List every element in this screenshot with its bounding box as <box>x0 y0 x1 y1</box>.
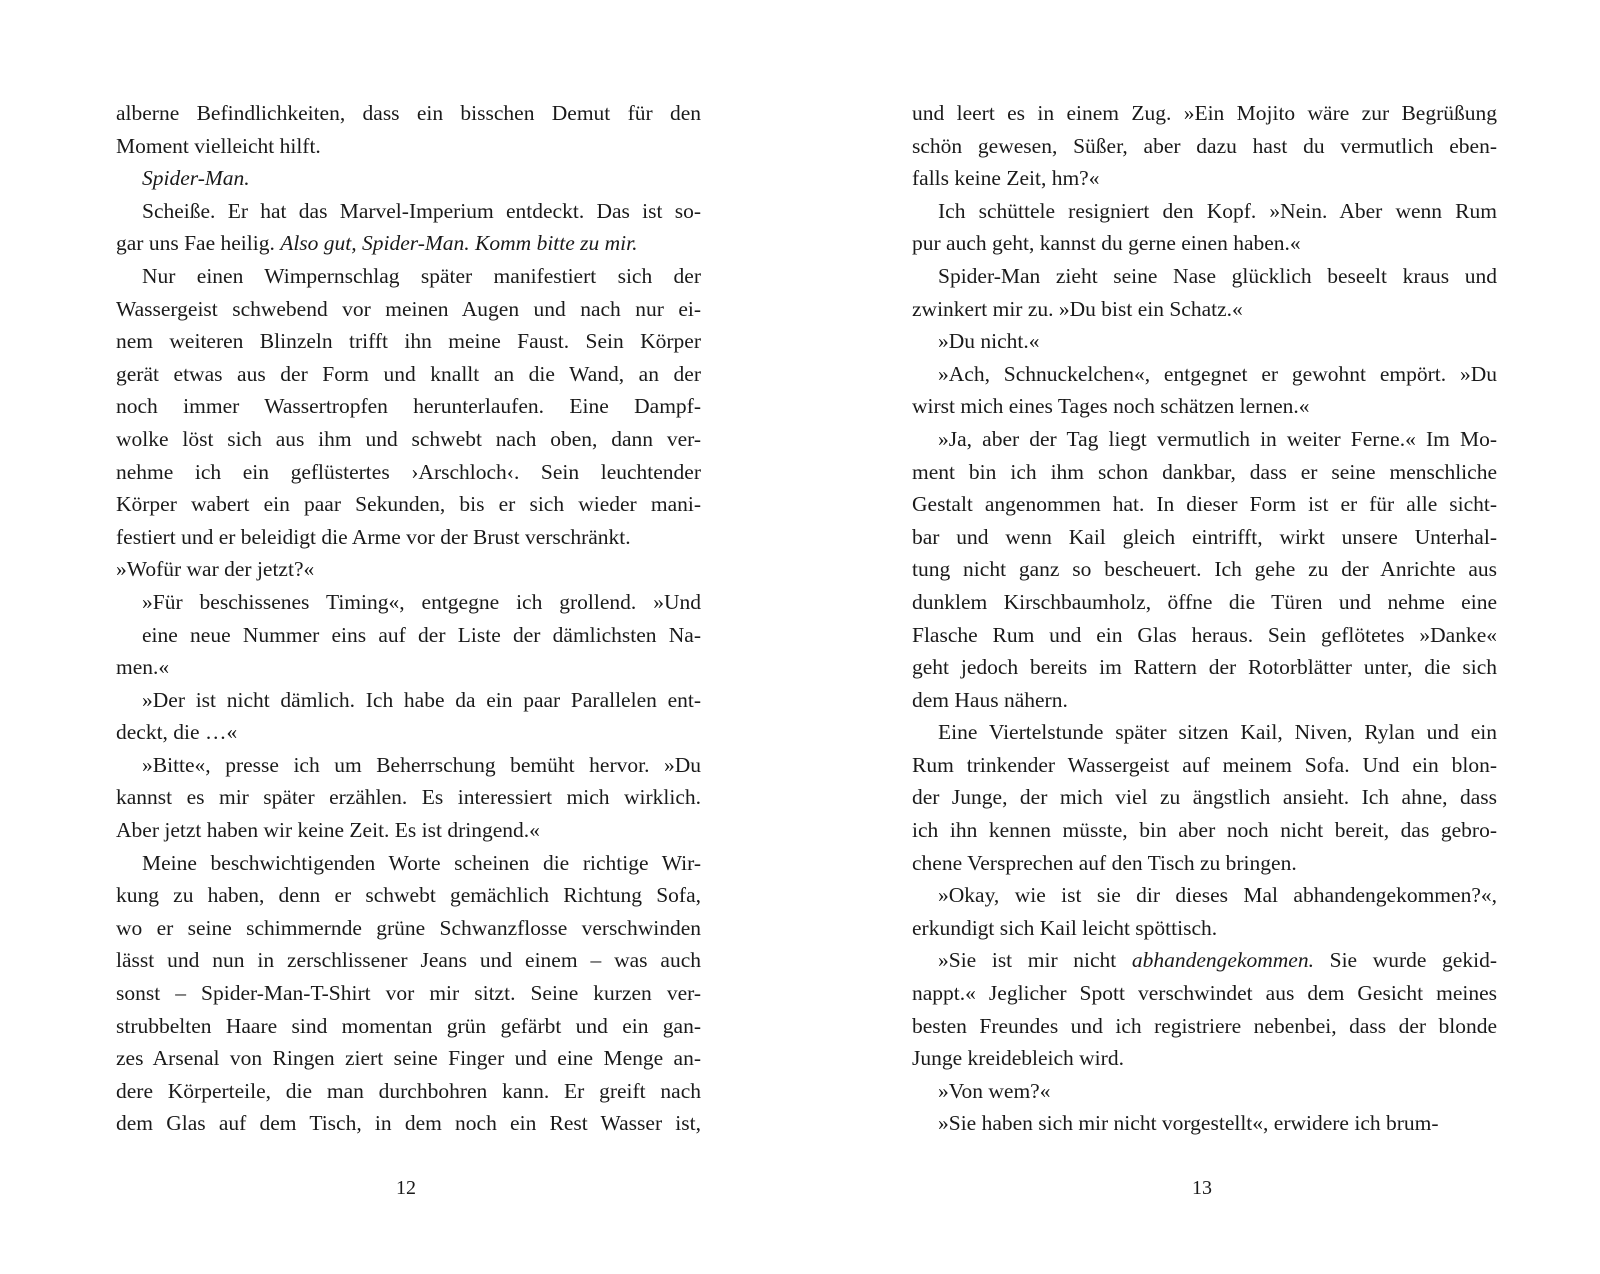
text-segment: Eine Viertelstunde später sitzen Kail, Niven, Rylan und ein <box>938 720 1497 745</box>
text-line <box>116 488 701 521</box>
text-segment: nehme ich ein geflüstertes ›Arschloch‹. Sein leuchtender <box>116 459 701 484</box>
text-segment: Meine beschwichtigenden Worte scheinen die richtige Wir- <box>142 850 701 875</box>
right-page <box>800 0 1600 1274</box>
text-segment: schön gewesen, Süßer, aber dazu hast du vermutlich eben- <box>912 133 1497 158</box>
text-line <box>912 358 1497 391</box>
text-segment: »Sie haben sich mir nicht vorgestellt«, erwidere ich brum- <box>938 1111 1439 1136</box>
text-line <box>912 977 1497 1010</box>
text-line <box>912 553 1497 586</box>
text-segment: dem Haus nähern. <box>912 687 1068 712</box>
text-segment: strubbelten Haare sind momentan grün gefärbt und ein gan- <box>116 1013 701 1038</box>
text-line <box>116 879 701 912</box>
text-line <box>912 488 1497 521</box>
text-line <box>116 781 701 814</box>
text-segment: tung nicht ganz so bescheuert. Ich gehe zu der Anrichte aus <box>912 557 1497 582</box>
text-segment: »Der ist nicht dämlich. Ich habe da ein paar Parallelen ent- <box>142 687 701 712</box>
right-page-text <box>912 97 1497 1140</box>
text-line <box>116 456 701 489</box>
text-line <box>116 97 701 130</box>
text-line <box>912 130 1497 163</box>
text-segment: Ich schüttele resigniert den Kopf. »Nein. Aber wenn Rum <box>938 198 1497 223</box>
text-line <box>912 227 1497 260</box>
text-segment: deckt, die …« <box>116 720 238 745</box>
text-line <box>116 944 701 977</box>
text-segment: »Ach, Schnuckelchen«, entgegnet er gewohnt empört. »Du <box>938 361 1497 386</box>
text-line <box>912 814 1497 847</box>
text-line <box>912 1075 1497 1108</box>
text-segment: wirst mich eines Tages noch schätzen lernen.« <box>912 394 1310 419</box>
text-segment: wolke löst sich aus ihm und schwebt nach oben, dann ver- <box>116 426 701 451</box>
text-segment: eine neue Nummer eins auf der Liste der dämlichsten Na- <box>142 622 701 647</box>
text-segment: chene Versprechen auf den Tisch zu bringen. <box>912 850 1297 875</box>
text-segment: ment bin ich ihm schon dankbar, dass er seine menschliche <box>912 459 1497 484</box>
text-line <box>912 1010 1497 1043</box>
text-line <box>912 325 1497 358</box>
text-line <box>116 390 701 423</box>
italic-text: Also gut, Spider-Man. Komm bitte zu mir. <box>280 231 638 256</box>
text-line <box>116 195 701 228</box>
text-segment: bar und wenn Kail gleich eintrifft, wirkt unsere Unterhal- <box>912 524 1497 549</box>
text-segment: sonst – Spider-Man-T-Shirt vor mir sitzt. Seine kurzen ver- <box>116 981 701 1006</box>
text-line <box>116 977 701 1010</box>
text-segment: men.« <box>116 655 170 680</box>
text-line <box>912 586 1497 619</box>
text-segment: pur auch geht, kannst du gerne einen haben.« <box>912 231 1301 256</box>
text-segment: alberne Befindlichkeiten, dass ein bisschen Demut für den <box>116 101 701 125</box>
text-line <box>912 749 1497 782</box>
text-line <box>116 684 701 717</box>
text-segment: Gestalt angenommen hat. In dieser Form ist er für alle sicht- <box>912 492 1497 517</box>
text-segment: »Von wem?« <box>938 1078 1051 1103</box>
text-segment: nappt.« Jeglicher Spott verschwindet aus dem Gesicht meines <box>912 981 1497 1006</box>
text-segment: zes Arsenal von Ringen ziert seine Finger und eine Menge an- <box>116 1046 701 1071</box>
text-segment: Wassergeist schwebend vor meinen Augen und nach nur ei- <box>116 296 701 321</box>
text-segment: Sie wurde gekid- <box>1313 948 1497 973</box>
left-page-number: 12 <box>396 1177 416 1199</box>
text-line <box>116 358 701 391</box>
text-segment: Scheiße. Er hat das Marvel-Imperium entdeckt. Das ist so- <box>142 198 701 223</box>
text-line <box>912 651 1497 684</box>
text-line <box>116 847 701 880</box>
text-line <box>912 781 1497 814</box>
text-segment: erkundigt sich Kail leicht spöttisch. <box>912 915 1218 940</box>
text-line <box>912 1042 1497 1075</box>
text-line <box>912 684 1497 717</box>
text-segment: und leert es in einem Zug. »Ein Mojito wäre zur Begrüßung <box>912 101 1497 125</box>
text-segment: kannst es mir später erzählen. Es interessiert mich wirklich. <box>116 785 701 810</box>
text-line <box>912 944 1497 977</box>
text-segment: Spider-Man zieht seine Nase glücklich beseelt kraus und <box>938 263 1497 288</box>
text-line <box>116 651 701 684</box>
text-line <box>116 749 701 782</box>
text-line <box>912 293 1497 326</box>
text-segment: der Junge, der mich viel zu ängstlich ansieht. Ich ahne, dass <box>912 785 1497 810</box>
text-line <box>116 553 701 586</box>
text-line <box>116 912 701 945</box>
text-line <box>116 130 701 163</box>
text-line <box>912 456 1497 489</box>
text-segment: Nur einen Wimpernschlag später manifestiert sich der <box>142 263 701 288</box>
text-segment: wo er seine schimmernde grüne Schwanzflosse verschwinden <box>116 915 701 940</box>
text-segment: festiert und er beleidigt die Arme vor der Brust verschränkt. <box>116 524 631 549</box>
text-line <box>912 879 1497 912</box>
text-line <box>116 716 701 749</box>
text-line <box>116 325 701 358</box>
text-segment: dem Glas auf dem Tisch, in dem noch ein Rest Wasser ist, <box>116 1111 701 1136</box>
text-segment: dere Körperteile, die man durchbohren kann. Er greift nach <box>116 1078 701 1103</box>
text-segment: »Wofür war der jetzt?« <box>116 557 315 582</box>
text-line <box>912 162 1497 195</box>
text-segment: lässt und nun in zerschlissener Jeans und einem – was auch <box>116 948 701 973</box>
text-line <box>912 1107 1497 1140</box>
text-line <box>116 162 701 195</box>
text-line <box>116 227 701 260</box>
text-line <box>912 521 1497 554</box>
text-line <box>912 423 1497 456</box>
text-line <box>912 716 1497 749</box>
text-segment: zwinkert mir zu. »Du bist ein Schatz.« <box>912 296 1243 321</box>
text-line <box>912 390 1497 423</box>
text-segment: Körper wabert ein paar Sekunden, bis er sich wieder mani- <box>116 492 701 517</box>
text-line <box>116 1107 701 1140</box>
text-line <box>912 260 1497 293</box>
italic-text: Spider-Man. <box>142 166 250 191</box>
text-segment: »Du nicht.« <box>938 329 1040 354</box>
text-segment: »Bitte«, presse ich um Beherrschung bemüht hervor. »Du <box>142 752 701 777</box>
text-line <box>912 195 1497 228</box>
text-segment: kung zu haben, denn er schwebt gemächlich Richtung Sofa, <box>116 883 701 908</box>
text-line <box>116 1010 701 1043</box>
text-line <box>116 814 701 847</box>
italic-text: abhandengekommen. <box>1131 948 1314 973</box>
text-segment: Aber jetzt haben wir keine Zeit. Es ist dringend.« <box>116 818 540 843</box>
text-segment: ich ihn kennen müsste, bin aber noch nicht bereit, das gebro- <box>912 818 1497 843</box>
text-line <box>912 912 1497 945</box>
text-segment: geht jedoch bereits im Rattern der Rotorblätter unter, die sich <box>912 655 1497 680</box>
left-page-text <box>116 97 701 1140</box>
text-segment: »Sie ist mir nicht <box>938 948 1132 973</box>
text-line <box>116 260 701 293</box>
right-page-number: 13 <box>1192 1177 1212 1199</box>
text-segment: Rum trinkender Wassergeist auf meinem Sofa. Und ein blon- <box>912 752 1497 777</box>
text-segment: dunklem Kirschbaumholz, öffne die Türen und nehme eine <box>912 589 1497 614</box>
text-segment: Junge kreidebleich wird. <box>912 1046 1124 1071</box>
text-line <box>116 586 701 619</box>
text-line <box>912 847 1497 880</box>
text-segment: gar uns Fae heilig. <box>116 231 281 256</box>
text-segment: noch immer Wassertropfen herunterlaufen. Eine Dampf- <box>116 394 701 419</box>
text-line <box>116 521 701 554</box>
text-segment: Flasche Rum und ein Glas heraus. Sein geflötetes »Danke« <box>912 622 1497 647</box>
text-segment: falls keine Zeit, hm?« <box>912 166 1100 191</box>
text-line <box>116 1042 701 1075</box>
text-segment: Moment vielleicht hilft. <box>116 133 321 158</box>
text-segment: besten Freundes und ich registriere nebenbei, dass der blonde <box>912 1013 1497 1038</box>
text-line <box>116 619 701 652</box>
text-line <box>116 1075 701 1108</box>
text-segment: gerät etwas aus der Form und knallt an die Wand, an der <box>116 361 701 386</box>
text-line <box>116 293 701 326</box>
text-segment: »Ja, aber der Tag liegt vermutlich in weiter Ferne.« Im Mo- <box>938 426 1497 451</box>
text-line <box>116 423 701 456</box>
text-line <box>912 97 1497 130</box>
text-segment: »Okay, wie ist sie dir dieses Mal abhandengekommen?«, <box>938 883 1497 908</box>
text-segment: »Für beschissenes Timing«, entgegne ich grollend. »Und <box>142 589 701 614</box>
text-segment: nem weiteren Blinzeln trifft ihn meine Faust. Sein Körper <box>116 329 701 354</box>
text-line <box>912 619 1497 652</box>
